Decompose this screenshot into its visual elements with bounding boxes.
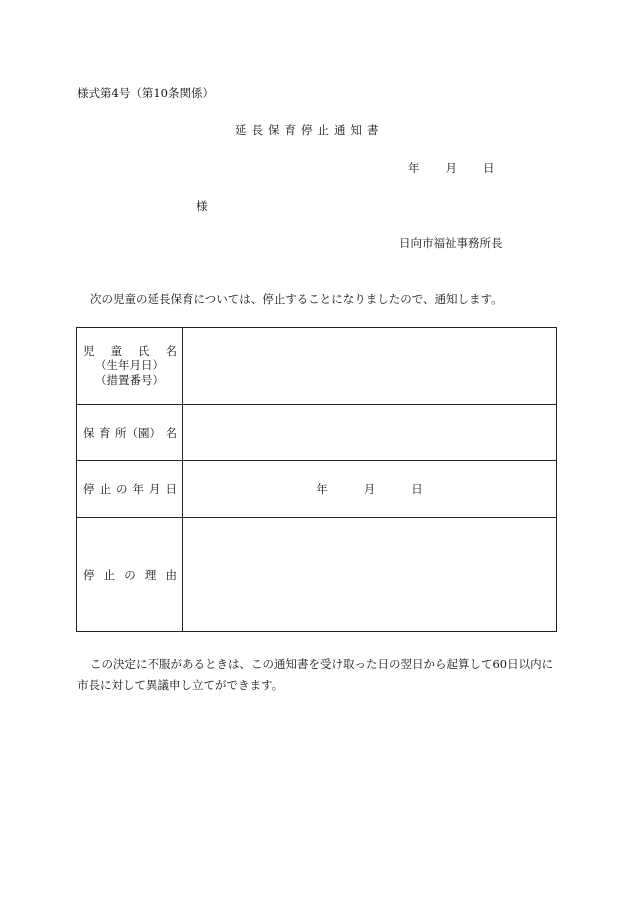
birthdate-sublabel: （生年月日） bbox=[95, 358, 164, 372]
intro-text: 次の児童の延長保育については、停止することになりましたので、通知します。 bbox=[90, 292, 503, 306]
child-name-label-cell bbox=[77, 328, 183, 405]
stop-date-field[interactable] bbox=[183, 461, 557, 518]
label-char: 名 bbox=[165, 344, 177, 358]
label-char: 年 bbox=[132, 482, 144, 496]
document-title: 延長保育停止通知書 bbox=[235, 123, 384, 137]
issuer-name: 日向市福祉事務所長 bbox=[399, 236, 503, 250]
label-char: 名 bbox=[165, 425, 177, 440]
child-name-row bbox=[77, 328, 557, 405]
label-char: の bbox=[124, 567, 136, 582]
issue-year-label: 年 bbox=[408, 161, 420, 175]
label-char: 育 bbox=[99, 425, 111, 440]
issue-month-label: 月 bbox=[445, 161, 457, 175]
details-table bbox=[76, 327, 557, 632]
issue-day-label: 日 bbox=[483, 161, 495, 175]
label-char: 日 bbox=[165, 482, 177, 496]
stop-month-label: 月 bbox=[363, 482, 376, 496]
issue-date-line bbox=[408, 161, 495, 175]
reason-label-cell bbox=[77, 518, 183, 632]
stop-day-label: 日 bbox=[411, 482, 423, 496]
addressee-suffix: 様 bbox=[196, 199, 208, 213]
label-char: 由 bbox=[165, 567, 177, 582]
child-name-field[interactable] bbox=[183, 328, 557, 405]
reason-field[interactable] bbox=[183, 518, 557, 632]
stop-date-label-cell bbox=[77, 461, 183, 518]
stop-year-label: 年 bbox=[316, 482, 328, 496]
form-number-label: 様式第4号（第10条関係） bbox=[77, 86, 214, 100]
nursery-label bbox=[77, 426, 182, 440]
label-char: 童 bbox=[110, 344, 122, 358]
label-char: 理 bbox=[144, 567, 157, 582]
reason-label bbox=[77, 568, 182, 582]
placement-number-sublabel: （措置番号） bbox=[95, 373, 164, 387]
nursery-row bbox=[77, 405, 557, 461]
child-name-label bbox=[77, 344, 182, 358]
label-char: 児 bbox=[83, 344, 95, 358]
stop-date-row bbox=[77, 461, 557, 518]
label-char: 氏 bbox=[138, 344, 150, 358]
label-char: 停 bbox=[83, 567, 95, 582]
appeal-notice bbox=[77, 654, 563, 696]
label-char: 保 bbox=[83, 425, 95, 440]
label-char: 止 bbox=[103, 567, 116, 582]
label-char: 止 bbox=[99, 482, 111, 496]
label-char: 停 bbox=[83, 482, 95, 496]
label-char: の bbox=[116, 482, 128, 496]
nursery-label-cell bbox=[77, 405, 183, 461]
nursery-name-field[interactable] bbox=[183, 405, 557, 461]
label-char: 月 bbox=[149, 482, 161, 496]
appeal-notice-text: この決定に不服があるときは、この通知書を受け取った日の翌日から起算して60日以内に市長に対して異議申し立てができます。 bbox=[77, 657, 554, 692]
stop-date-label bbox=[77, 482, 182, 496]
label-char: 所（園） bbox=[115, 425, 161, 440]
reason-row bbox=[77, 518, 557, 632]
